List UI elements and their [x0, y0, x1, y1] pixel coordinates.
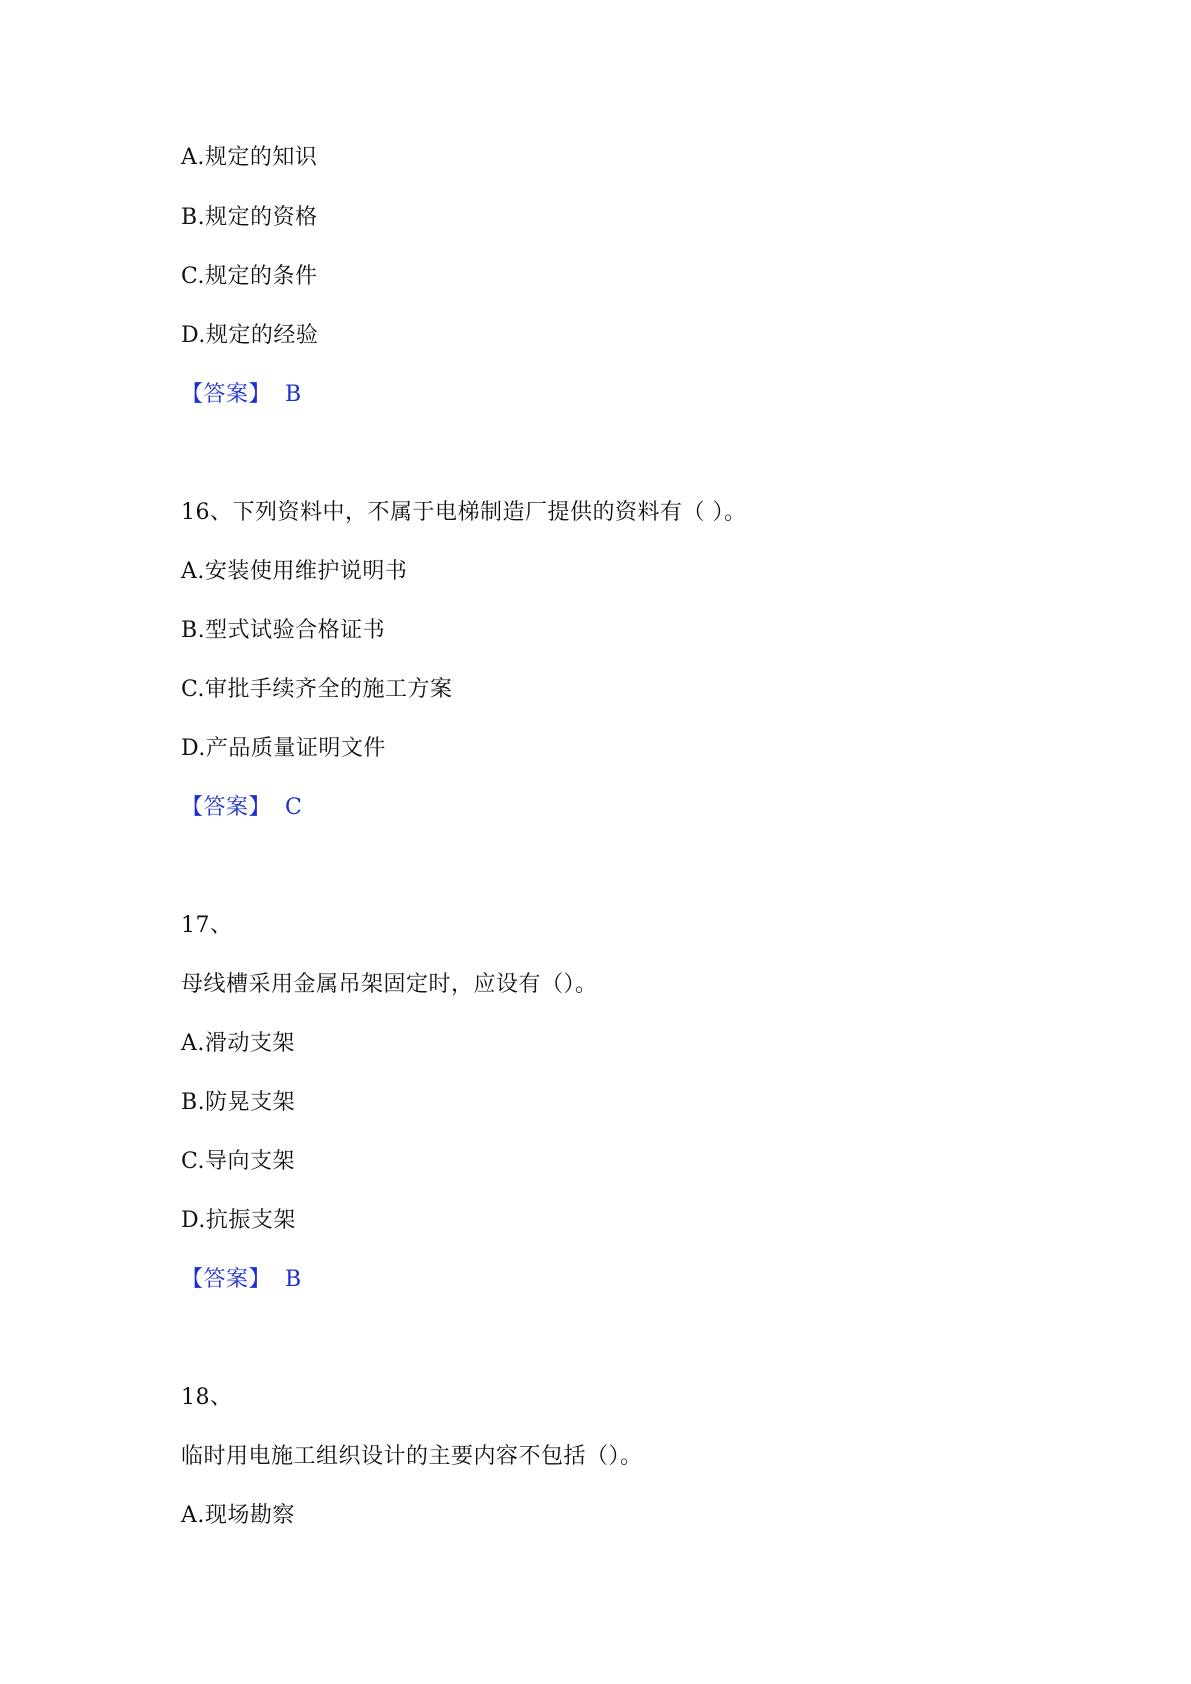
- option-d: D.规定的经验: [181, 323, 319, 348]
- option-d: D.产品质量证明文件: [181, 736, 386, 761]
- answer-line: [181, 793, 302, 823]
- option-c: C.规定的条件: [181, 264, 318, 289]
- option-a: A.滑动支架: [181, 1031, 295, 1056]
- option-a: A.安装使用维护说明书: [181, 559, 408, 584]
- option-a: A.现场勘察: [181, 1503, 295, 1528]
- answer-value: B: [285, 1267, 302, 1292]
- question-number: 17、: [181, 913, 233, 938]
- answer-label: 【答案】: [181, 1267, 272, 1292]
- option-b: B.型式试验合格证书: [181, 618, 386, 643]
- answer-label: 【答案】: [181, 795, 272, 820]
- option-a: A.规定的知识: [181, 145, 318, 170]
- question-text: 临时用电施工组织设计的主要内容不包括（）。: [181, 1444, 643, 1469]
- answer-label: 【答案】: [181, 382, 272, 407]
- question-number: 18、: [181, 1385, 233, 1410]
- answer-value: B: [285, 382, 302, 407]
- option-c: C.导向支架: [181, 1149, 296, 1174]
- option-b: B.规定的资格: [181, 205, 318, 230]
- question-text: 母线槽采用金属吊架固定时，应设有（）。: [181, 972, 598, 997]
- question-text: 16、下列资料中，不属于电梯制造厂提供的资料有（ ）。: [181, 500, 747, 525]
- answer-value: C: [285, 795, 303, 820]
- option-c: C.审批手续齐全的施工方案: [181, 677, 453, 702]
- option-d: D.抗振支架: [181, 1208, 296, 1233]
- answer-line: [181, 1265, 302, 1295]
- answer-line: [181, 380, 302, 410]
- option-b: B.防晃支架: [181, 1090, 296, 1115]
